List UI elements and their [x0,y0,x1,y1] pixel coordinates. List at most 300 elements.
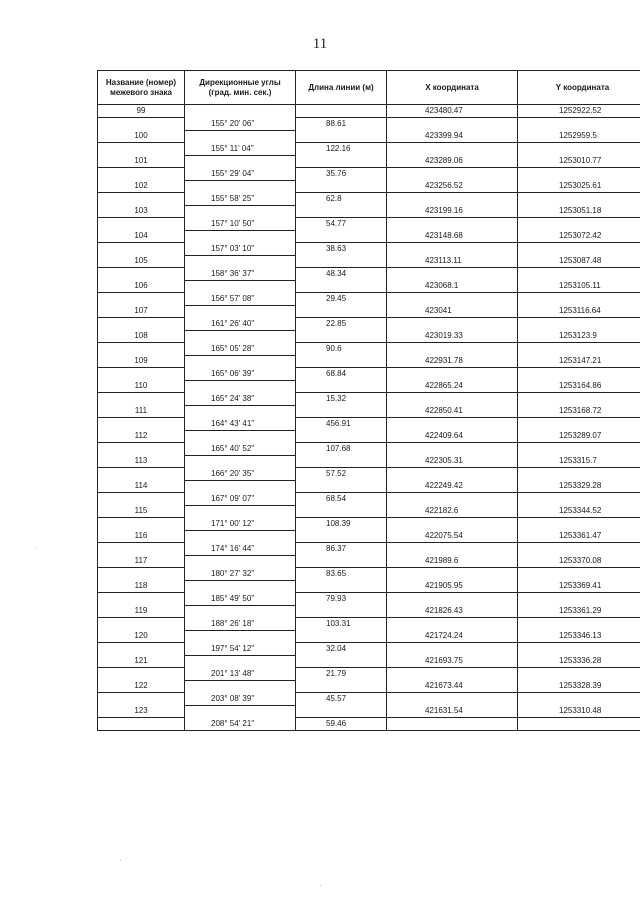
length-empty [296,355,387,368]
y-coordinate: 1253346.13 [518,630,640,643]
point-name: 109 [98,355,185,368]
bearing-empty [185,630,296,643]
y-empty [518,193,640,206]
point-row [98,530,640,543]
bearing-angle: 171° 00' 12" [185,518,296,531]
segment-name-empty [98,693,185,706]
scan-speck [120,860,121,861]
bearing-angle: 167° 09' 07" [185,493,296,506]
x-empty [387,443,518,456]
x-coordinate: 423019.33 [387,330,518,343]
bearing-empty [185,480,296,493]
y-coordinate: 1253310.48 [518,705,640,718]
bearing-empty [185,380,296,393]
length-empty [296,455,387,468]
x-coordinate: 421724.24 [387,630,518,643]
bearing-angle: 165° 40' 52" [185,443,296,456]
bearing-empty [185,305,296,318]
coordinates-table [97,70,640,731]
segment-name-empty [98,143,185,156]
segment-row [98,568,640,581]
point-row [98,455,640,468]
bearing-angle: 165° 05' 28" [185,343,296,356]
line-length: 62.8 [296,193,387,206]
y-coordinate: 1253164.86 [518,380,640,393]
line-length: 38.63 [296,243,387,256]
y-empty [518,318,640,331]
point-row [98,705,640,718]
x-coordinate: 421826.43 [387,605,518,618]
point-name: 99 [98,105,185,118]
bearing-empty [185,705,296,718]
point-row [98,155,640,168]
x-empty [387,343,518,356]
point-row [98,380,640,393]
segment-name-empty [98,118,185,131]
segment-row [98,493,640,506]
point-row [98,280,640,293]
segment-row [98,543,640,556]
length-empty [296,655,387,668]
y-coordinate: 1253087.48 [518,255,640,268]
segment-name-empty [98,668,185,681]
bearing-angle: 203° 08' 39" [185,693,296,706]
point-row [98,180,640,193]
point-name: 123 [98,705,185,718]
point-name: 122 [98,680,185,693]
point-row [98,330,640,343]
bearing-angle: 156° 57' 08" [185,293,296,306]
x-empty [387,568,518,581]
length-empty [296,105,387,118]
length-empty [296,380,387,393]
point-row [98,230,640,243]
bearing-angle: 197° 54' 12" [185,643,296,656]
segment-name-empty [98,718,185,731]
length-empty [296,505,387,518]
segment-row [98,693,640,706]
x-coordinate: 421631.54 [387,705,518,718]
x-empty [387,293,518,306]
y-coordinate: 1253123.9 [518,330,640,343]
length-empty [296,255,387,268]
x-coordinate: 423068.1 [387,280,518,293]
bearing-empty [185,680,296,693]
point-row [98,630,640,643]
line-length: 90.6 [296,343,387,356]
header-point-name: Название (номер) межевого знака [98,71,185,105]
bearing-empty [185,580,296,593]
header-y-coordinate: Y координата [518,71,640,105]
bearing-angle: 180° 27' 32" [185,568,296,581]
segment-name-empty [98,268,185,281]
length-empty [296,155,387,168]
length-empty [296,680,387,693]
y-empty [518,218,640,231]
bearing-empty [185,605,296,618]
bearing-angle: 161° 26' 40" [185,318,296,331]
length-empty [296,555,387,568]
line-length: 29.45 [296,293,387,306]
bearing-empty [185,530,296,543]
bearing-empty [185,655,296,668]
scan-speck [36,548,37,549]
y-coordinate: 1253329.28 [518,480,640,493]
bearing-angle: 166° 20' 35" [185,468,296,481]
point-name: 114 [98,480,185,493]
y-empty [518,393,640,406]
segment-name-empty [98,368,185,381]
x-empty [387,118,518,131]
x-coordinate: 423480.47 [387,105,518,118]
x-coordinate: 422850.41 [387,405,518,418]
point-name: 103 [98,205,185,218]
segment-name-empty [98,318,185,331]
point-name: 119 [98,605,185,618]
x-empty [387,143,518,156]
length-empty [296,705,387,718]
y-coordinate: 1253025.61 [518,180,640,193]
x-empty [387,168,518,181]
bearing-empty [185,330,296,343]
y-coordinate: 1253072.42 [518,230,640,243]
y-empty [518,168,640,181]
bearing-empty [185,355,296,368]
line-length: 86.37 [296,543,387,556]
point-name: 102 [98,180,185,193]
length-empty [296,580,387,593]
point-row [98,205,640,218]
bearing-angle: 185° 49' 50" [185,593,296,606]
y-empty [518,468,640,481]
segment-name-empty [98,393,185,406]
y-empty [518,518,640,531]
segment-name-empty [98,543,185,556]
point-row [98,555,640,568]
line-length: 68.54 [296,493,387,506]
x-empty [387,468,518,481]
y-coordinate: 1253010.77 [518,155,640,168]
point-name: 100 [98,130,185,143]
segment-name-empty [98,493,185,506]
bearing-empty [185,280,296,293]
point-name: 106 [98,280,185,293]
header-bearing: Дирекционные углы (град. мин. сек.) [185,71,296,105]
length-empty [296,605,387,618]
y-coordinate: 1253361.47 [518,530,640,543]
x-empty [387,693,518,706]
line-length: 54.77 [296,218,387,231]
x-empty [387,368,518,381]
length-empty [296,305,387,318]
x-coordinate: 423289.06 [387,155,518,168]
x-coordinate: 421673.44 [387,680,518,693]
bearing-angle: 164° 43' 41" [185,418,296,431]
segment-row [98,668,640,681]
segment-row [98,368,640,381]
point-row [98,255,640,268]
segment-row [98,718,640,731]
y-empty [518,243,640,256]
x-empty [387,268,518,281]
bearing-angle: 188° 26' 18" [185,618,296,631]
x-coordinate: 421693.75 [387,655,518,668]
point-row [98,580,640,593]
point-row [98,655,640,668]
line-length: 48.34 [296,268,387,281]
segment-row [98,243,640,256]
line-length: 22.85 [296,318,387,331]
line-length: 88.61 [296,118,387,131]
length-empty [296,630,387,643]
line-length: 68.84 [296,368,387,381]
x-coordinate: 422865.24 [387,380,518,393]
segment-name-empty [98,418,185,431]
point-name: 121 [98,655,185,668]
point-name: 115 [98,505,185,518]
point-name: 108 [98,330,185,343]
x-coordinate: 421989.6 [387,555,518,568]
point-row [98,605,640,618]
segment-row [98,643,640,656]
y-coordinate: 1253147.21 [518,355,640,368]
bearing-empty [185,505,296,518]
line-length: 107.68 [296,443,387,456]
y-coordinate: 1253315.7 [518,455,640,468]
y-empty [518,343,640,356]
x-coordinate: 422305.31 [387,455,518,468]
y-coordinate: 1252959.5 [518,130,640,143]
header-length: Длина линии (м) [296,71,387,105]
point-row [98,680,640,693]
x-coordinate: 423041 [387,305,518,318]
segment-name-empty [98,593,185,606]
x-empty [387,668,518,681]
point-row [98,405,640,418]
x-empty [387,218,518,231]
bearing-angle: 155° 29' 04" [185,168,296,181]
segment-row [98,168,640,181]
point-row [98,130,640,143]
bearing-angle: 174° 16' 44" [185,543,296,556]
segment-name-empty [98,568,185,581]
y-coordinate: 1253328.39 [518,680,640,693]
segment-row [98,418,640,431]
y-empty [518,568,640,581]
x-empty [387,493,518,506]
y-coordinate: 1253168.72 [518,405,640,418]
point-name: 107 [98,305,185,318]
length-empty [296,280,387,293]
x-coordinate: 423399.94 [387,130,518,143]
segment-name-empty [98,193,185,206]
bearing-empty [185,105,296,118]
x-coordinate: 423256.52 [387,180,518,193]
scan-speck [320,885,321,886]
header-x-coordinate: X координата [387,71,518,105]
segment-name-empty [98,293,185,306]
segment-name-empty [98,243,185,256]
segment-row [98,193,640,206]
segment-name-empty [98,168,185,181]
point-row [98,355,640,368]
segment-row [98,268,640,281]
y-empty [518,293,640,306]
point-row [98,305,640,318]
segment-row [98,293,640,306]
segment-name-empty [98,468,185,481]
x-coordinate: 423148.68 [387,230,518,243]
x-empty [387,418,518,431]
line-length: 456.91 [296,418,387,431]
x-coordinate: 421905.95 [387,580,518,593]
bearing-angle: 155° 11' 04" [185,143,296,156]
x-empty [387,243,518,256]
x-coordinate: 422409.64 [387,430,518,443]
x-coordinate: 423199.16 [387,205,518,218]
line-length: 21.79 [296,668,387,681]
point-name: 117 [98,555,185,568]
length-empty [296,230,387,243]
line-length: 122.16 [296,143,387,156]
line-length: 59.46 [296,718,387,731]
bearing-angle: 165° 06' 39" [185,368,296,381]
point-name: 120 [98,630,185,643]
segment-name-empty [98,343,185,356]
bearing-angle: 155° 58' 25" [185,193,296,206]
y-coordinate: 1253344.52 [518,505,640,518]
y-empty [518,618,640,631]
y-empty [518,368,640,381]
point-name: 113 [98,455,185,468]
bearing-angle: 201° 13' 48" [185,668,296,681]
y-empty [518,493,640,506]
bearing-empty [185,455,296,468]
y-coordinate: 1253370.08 [518,555,640,568]
bearing-empty [185,130,296,143]
header-row [98,71,640,105]
x-coordinate: 422075.54 [387,530,518,543]
segment-row [98,618,640,631]
y-empty [518,143,640,156]
x-coordinate: 423113.11 [387,255,518,268]
point-name: 101 [98,155,185,168]
segment-name-empty [98,443,185,456]
length-empty [296,430,387,443]
line-length: 35.76 [296,168,387,181]
x-empty [387,543,518,556]
bearing-empty [185,430,296,443]
line-length: 83.65 [296,568,387,581]
line-length: 15.32 [296,393,387,406]
segment-row [98,468,640,481]
x-empty [387,393,518,406]
x-empty [387,618,518,631]
bearing-angle: 155° 20' 06" [185,118,296,131]
y-empty [518,643,640,656]
bearing-empty [185,405,296,418]
segment-name-empty [98,618,185,631]
point-name: 110 [98,380,185,393]
length-empty [296,330,387,343]
y-empty [518,693,640,706]
segment-row [98,443,640,456]
bearing-angle: 157° 10' 50" [185,218,296,231]
point-row [98,105,640,118]
y-coordinate: 1253289.07 [518,430,640,443]
x-empty [387,318,518,331]
y-coordinate: 1252922.52 [518,105,640,118]
line-length: 79.93 [296,593,387,606]
length-empty [296,405,387,418]
line-length: 108.39 [296,518,387,531]
bearing-empty [185,230,296,243]
bearing-empty [185,180,296,193]
x-empty [387,593,518,606]
bearing-empty [185,555,296,568]
point-name: 118 [98,580,185,593]
y-empty [518,118,640,131]
x-coordinate: 422931.78 [387,355,518,368]
x-coordinate: 422182.6 [387,505,518,518]
length-empty [296,205,387,218]
length-empty [296,480,387,493]
y-coordinate: 1253336.28 [518,655,640,668]
segment-row [98,318,640,331]
point-name: 116 [98,530,185,543]
point-name: 112 [98,430,185,443]
segment-row [98,118,640,131]
length-empty [296,130,387,143]
segment-row [98,593,640,606]
length-empty [296,180,387,193]
segment-name-empty [98,518,185,531]
y-empty [518,443,640,456]
x-empty [387,643,518,656]
bearing-empty [185,205,296,218]
line-length: 45.57 [296,693,387,706]
point-name: 111 [98,405,185,418]
y-empty [518,418,640,431]
bearing-empty [185,255,296,268]
point-name: 104 [98,230,185,243]
line-length: 57.52 [296,468,387,481]
x-empty [387,718,518,731]
x-empty [387,518,518,531]
bearing-angle: 165° 24' 38" [185,393,296,406]
x-empty [387,193,518,206]
segment-row [98,143,640,156]
segment-row [98,343,640,356]
y-empty [518,668,640,681]
bearing-empty [185,155,296,168]
y-empty [518,593,640,606]
length-empty [296,530,387,543]
point-name: 105 [98,255,185,268]
table-header [98,71,640,105]
y-coordinate: 1253369.41 [518,580,640,593]
y-coordinate: 1253116.64 [518,305,640,318]
point-row [98,430,640,443]
bearing-angle: 157° 03' 10" [185,243,296,256]
bearing-angle: 208° 54' 21" [185,718,296,731]
y-coordinate: 1253105.11 [518,280,640,293]
segment-name-empty [98,643,185,656]
segment-row [98,393,640,406]
y-coordinate: 1253361.29 [518,605,640,618]
line-length: 32.04 [296,643,387,656]
segment-row [98,518,640,531]
